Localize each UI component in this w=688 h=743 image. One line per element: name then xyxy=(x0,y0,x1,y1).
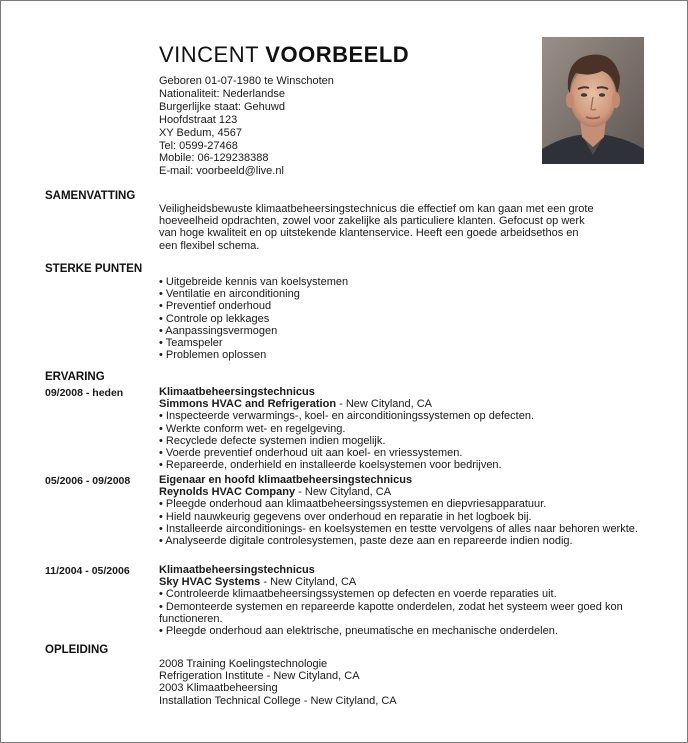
marital-status-line: Burgerlijke staat: Gehuwd xyxy=(159,100,285,113)
strength-item: • Preventief onderhoud xyxy=(159,300,272,313)
duty-item: • Installeerde airconditionings- en koelsystemen en testte vervolgens of alles naar behoren werkte. xyxy=(159,522,638,535)
education-line: Refrigeration Institute - New Cityland, CA xyxy=(159,670,360,683)
education-heading: OPLEIDING xyxy=(45,644,109,656)
job-entry xyxy=(159,564,644,637)
job-title: Klimaatbeheersingstechnicus xyxy=(159,386,315,398)
job-company: Reynolds HVAC Company xyxy=(159,486,296,499)
summary-text xyxy=(159,203,644,252)
duty-item: • Hield nauwkeurig gegevens over onderhoud en reparatie in het logboek bij. xyxy=(159,510,532,523)
job-location: - New Cityland, CA xyxy=(260,576,357,589)
candidate-name xyxy=(159,42,409,68)
summary-line: van hoge kwaliteit en op uitstekende klantenservice. Heeft een goede arbeidsethos en xyxy=(159,227,579,240)
strength-item: • Aanpassingsvermogen xyxy=(159,324,278,337)
job-company-line xyxy=(159,486,644,498)
experience-heading: ERVARING xyxy=(45,371,105,383)
education-line: 2003 Klimaatbeheersing xyxy=(159,682,278,695)
duty-item: • Analyseerde digitale controlesystemen, paste deze aan en repareerde indien nodig. xyxy=(159,535,573,548)
email: E-mail: voorbeeld@live.nl xyxy=(159,165,284,178)
job-entry xyxy=(159,386,644,471)
duty-item: • Voerde preventief onderhoud uit aan koel- en vriessystemen. xyxy=(159,447,463,460)
job-dates: 09/2008 - heden xyxy=(45,387,124,399)
duty-item: • Pleegde onderhoud aan klimaatbeheersingssystemen en diepvriesapparatuur. xyxy=(159,498,547,511)
duty-item: • Werkte conform wet- en regelgeving. xyxy=(159,422,346,435)
job-duties xyxy=(159,588,644,637)
duty-item: • Demonteerde systemen en repareerde kapotte onderdelen, zodat het systeem weer goed kon functioneren. xyxy=(159,600,623,625)
job-title: Klimaatbeheersingstechnicus xyxy=(159,564,315,576)
job-duties xyxy=(159,498,644,547)
job-location: - New Cityland, CA xyxy=(336,398,433,411)
strengths-list xyxy=(159,276,644,361)
education-line: Installation Technical College - New Cityland, CA xyxy=(159,694,397,707)
duty-item: • Pleegde onderhoud aan elektrische, pneumatische en mechanische onderdelen. xyxy=(159,625,558,638)
first-name: VINCENT xyxy=(159,42,259,67)
job-dates: 11/2004 - 05/2006 xyxy=(45,565,130,577)
job-title: Eigenaar en hoofd klimaatbeheersingstechnicus xyxy=(159,474,413,486)
strengths-heading: STERKE PUNTEN xyxy=(45,263,143,275)
job-duties xyxy=(159,410,644,471)
contact-info xyxy=(159,75,334,178)
strength-item: • Ventilatie en airconditioning xyxy=(159,288,300,301)
job-dates: 05/2006 - 09/2008 xyxy=(45,475,131,487)
job-entry xyxy=(159,474,644,547)
summary-line: een flexibel schema. xyxy=(159,239,260,252)
street-address: Hoofdstraat 123 xyxy=(159,113,238,126)
job-location: - New Cityland, CA xyxy=(295,486,392,499)
birth-line: Geboren 01-07-1980 te Winschoten xyxy=(159,75,334,87)
job-company: Sky HVAC Systems xyxy=(159,576,261,589)
summary-line: hoeveelheid opdrachten, zowel voor zakelijke als particuliere klanten. Gefocust op werk xyxy=(159,215,585,228)
summary-heading: SAMENVATTING xyxy=(45,190,136,202)
strength-item: • Teamspeler xyxy=(159,337,223,350)
strength-item: • Controle op lekkages xyxy=(159,312,270,325)
job-company: Simmons HVAC and Refrigeration xyxy=(159,398,337,411)
profile-photo xyxy=(542,37,644,164)
summary-line: Veiligheidsbewuste klimaatbeheersingstechnicus die effectief om kan gaan met een grote xyxy=(159,203,594,215)
duty-item: • Recyclede defecte systemen indien mogelijk. xyxy=(159,434,386,447)
duty-item: • Inspecteerde verwarmings-, koel- en airconditioningssystemen op defecten. xyxy=(159,410,534,423)
postal-city: XY Bedum, 4567 xyxy=(159,126,242,139)
job-company-line xyxy=(159,398,644,410)
last-name: VOORBEELD xyxy=(265,42,410,67)
duty-item: • Controleerde klimaatbeheersingssystemen op defecten en voerde reparaties uit. xyxy=(159,588,557,601)
duty-item: • Repareerde, onderhield en installeerde koelsystemen voor bedrijven. xyxy=(159,459,502,472)
strength-item: • Uitgebreide kennis van koelsystemen xyxy=(159,276,349,288)
phone: Tel: 0599-27468 xyxy=(159,139,238,152)
education-line: 2008 Training Koelingstechnologie xyxy=(159,658,328,670)
job-company-line xyxy=(159,576,644,588)
strength-item: • Problemen oplossen xyxy=(159,349,267,362)
mobile: Mobile: 06-129238388 xyxy=(159,152,269,165)
nationality-line: Nationaliteit: Nederlandse xyxy=(159,87,285,100)
education-list xyxy=(159,658,397,707)
